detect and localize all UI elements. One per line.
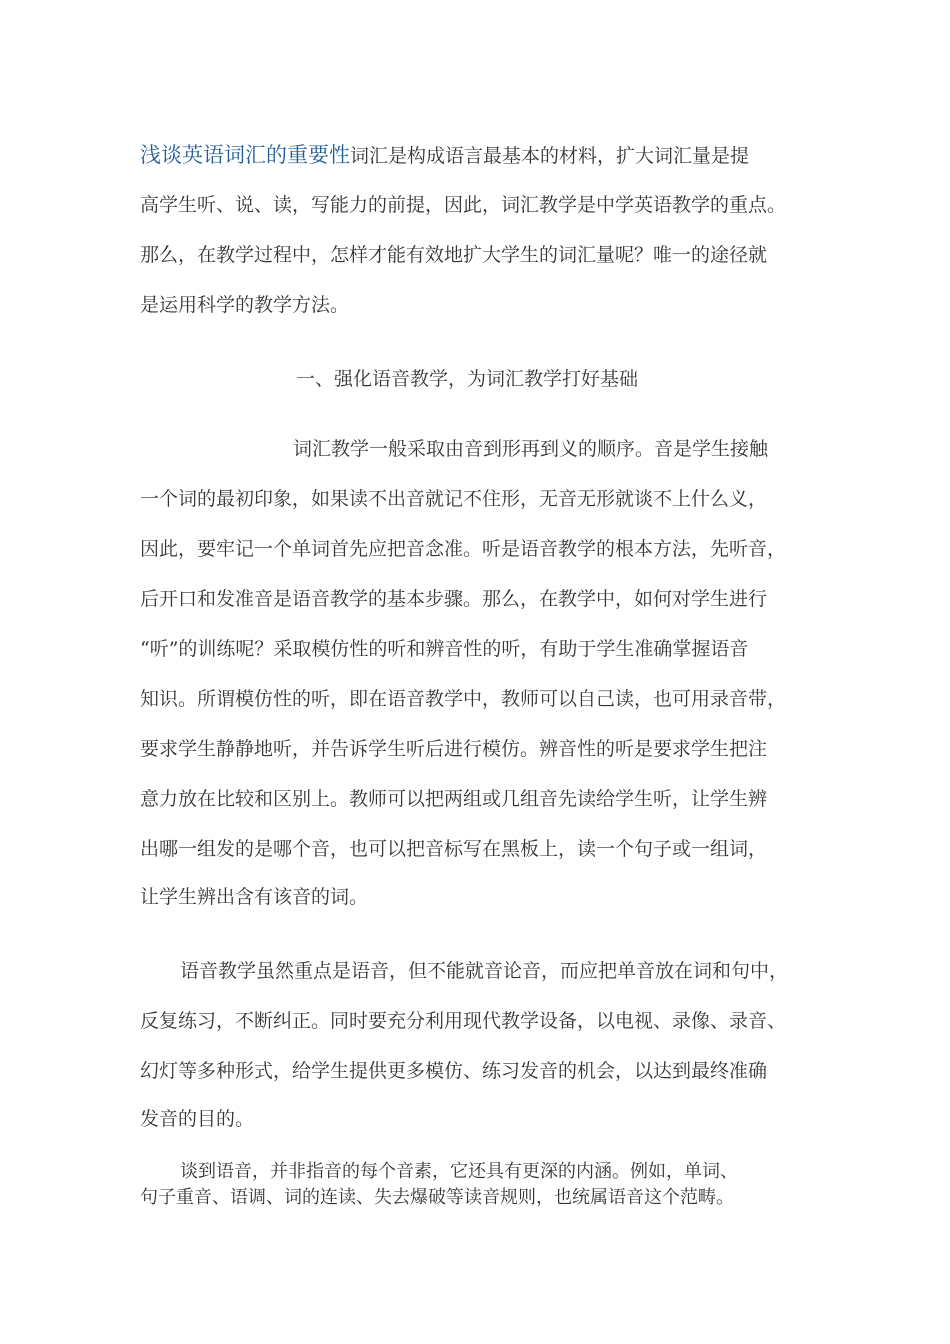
intro-line-2: 高学生听、说、读，写能力的前提，因此，词汇教学是中学英语教学的重点。 bbox=[140, 194, 787, 216]
para1-line-4: 后开口和发准音是语音教学的基本步骤。那么，在教学中，如何对学生进行 bbox=[140, 588, 768, 610]
para2-line-3: 幻灯等多种形式，给学生提供更多模仿、练习发音的机会，以达到最终准确 bbox=[140, 1060, 768, 1082]
section-heading: 一、强化语音教学，为词汇教学打好基础 bbox=[296, 368, 639, 390]
para2-line-2: 反复练习，不断纠正。同时要充分利用现代教学设备，以电视、录像、录音、 bbox=[140, 1010, 787, 1032]
para1-line-6: 知识。所谓模仿性的听，即在语音教学中，教师可以自己读，也可用录音带， bbox=[140, 688, 787, 710]
para2-line-1: 语音教学虽然重点是语音，但不能就音论音，而应把单音放在词和句中， bbox=[180, 960, 789, 982]
para1-line-1: 词汇教学一般采取由音到形再到义的顺序。音是学生接触 bbox=[293, 438, 769, 460]
intro-line-4: 是运用科学的教学方法。 bbox=[140, 294, 350, 316]
para1-line-2: 一个词的最初印象，如果读不出音就记不住形，无音无形就谈不上什么义， bbox=[140, 488, 768, 510]
para1-line-3: 因此，要牢记一个单词首先应把音念准。听是语音教学的根本方法，先听音， bbox=[140, 538, 787, 560]
para1-line-9: 出哪一组发的是哪个音，也可以把音标写在黑板上，读一个句子或一组词， bbox=[140, 838, 768, 860]
para3-line-2: 句子重音、语调、词的连读、失去爆破等读音规则，也统属语音这个范畴。 bbox=[140, 1187, 734, 1208]
document-title: 浅谈英语词汇的重要性 bbox=[140, 143, 350, 167]
para1-line-10: 让学生辨出含有该音的词。 bbox=[140, 886, 369, 908]
para1-line-8: 意力放在比较和区别上。教师可以把两组或几组音先读给学生听，让学生辨 bbox=[140, 788, 768, 810]
para1-line-5: “听”的训练呢？采取模仿性的听和辨音性的听，有助于学生准确掌握语音 bbox=[140, 638, 749, 660]
intro-line-3: 那么，在教学过程中，怎样才能有效地扩大学生的词汇量呢？唯一的途径就 bbox=[140, 244, 768, 266]
intro-text: 词汇是构成语言最基本的材料，扩大词汇量是提 bbox=[350, 145, 750, 167]
intro-line-1 bbox=[140, 142, 840, 169]
para3-line-1: 谈到语音，并非指音的每个音素，它还具有更深的内涵。例如，单词、 bbox=[180, 1161, 738, 1182]
para1-line-7: 要求学生静静地听，并告诉学生听后进行模仿。辨音性的听是要求学生把注 bbox=[140, 738, 768, 760]
para2-line-4: 发音的目的。 bbox=[140, 1108, 255, 1130]
